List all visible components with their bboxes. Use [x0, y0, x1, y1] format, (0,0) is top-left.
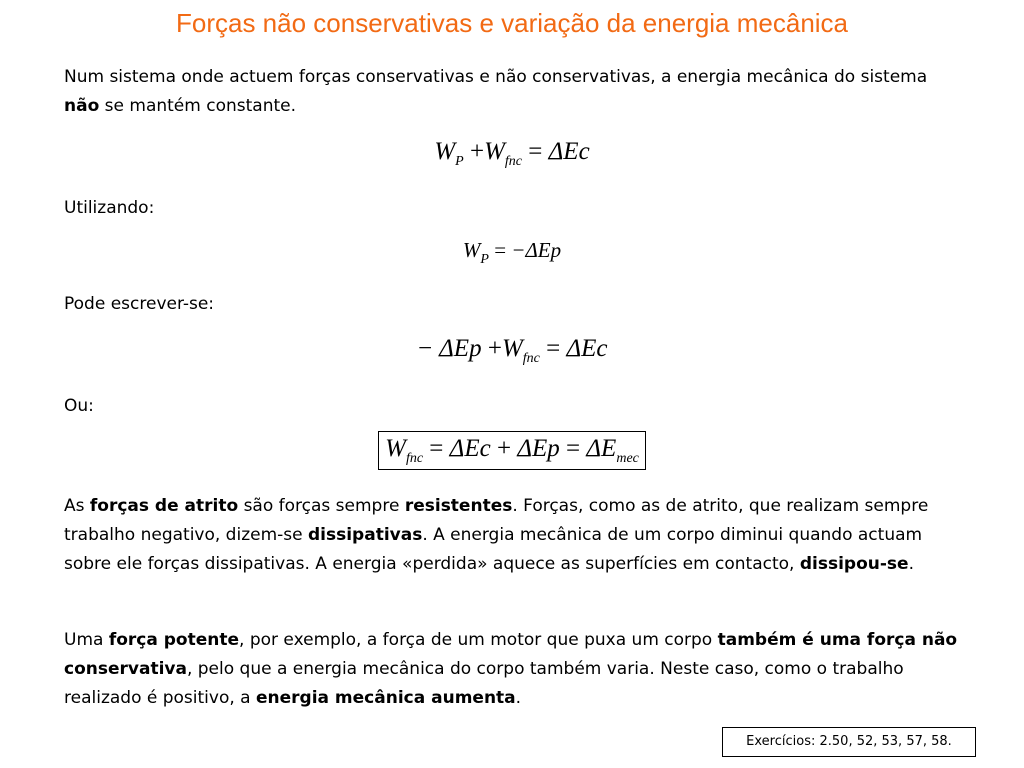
- page-title: Forças não conservativas e variação da energia mecânica: [175, 8, 849, 38]
- utilizando-label: Utilizando:: [64, 198, 155, 218]
- equation-work-energy: $W_P +W_{fnc} = \Delta Ec$: [434, 138, 590, 169]
- potente-paragraph: Uma força potente, por exemplo, a força de um motor que puxa um corpo também é uma força não conservativa, pelo que a energia mecânica do corpo também varia. Neste caso, como o trabalho realizado é positivo, a energia mecânica aumenta.: [64, 630, 958, 708]
- ou-label: Ou:: [64, 396, 94, 416]
- equation-box: $W_{fnc} = \Delta Ec + \Delta Ep = \Delta E_{mec}$: [378, 431, 646, 470]
- equation-boxed: [0, 431, 1024, 470]
- equation-combined: − $\Delta Ep +W_{fnc} = \Delta Ec$: [416, 335, 608, 366]
- atrito-paragraph: As forças de atrito são forças sempre resistentes. Forças, como as de atrito, que realizam sempre trabalho negativo, dizem-se dissipativas. A energia mecânica de um corpo diminui quando actuam sobre ele forças dissipativas. A energia «perdida» aquece as superfícies em contacto, dissipou-se.: [64, 496, 929, 574]
- equation-potential-work: $W_P = -\Delta Ep$: [462, 238, 562, 267]
- exercises-box: Exercícios: 2.50, 52, 53, 57, 58.: [722, 727, 976, 757]
- pode-escrever-label: Pode escrever-se:: [64, 294, 215, 314]
- intro-paragraph: Num sistema onde actuem forças conservativas e não conservativas, a energia mecânica do sistema não se mantém constante.: [64, 67, 928, 116]
